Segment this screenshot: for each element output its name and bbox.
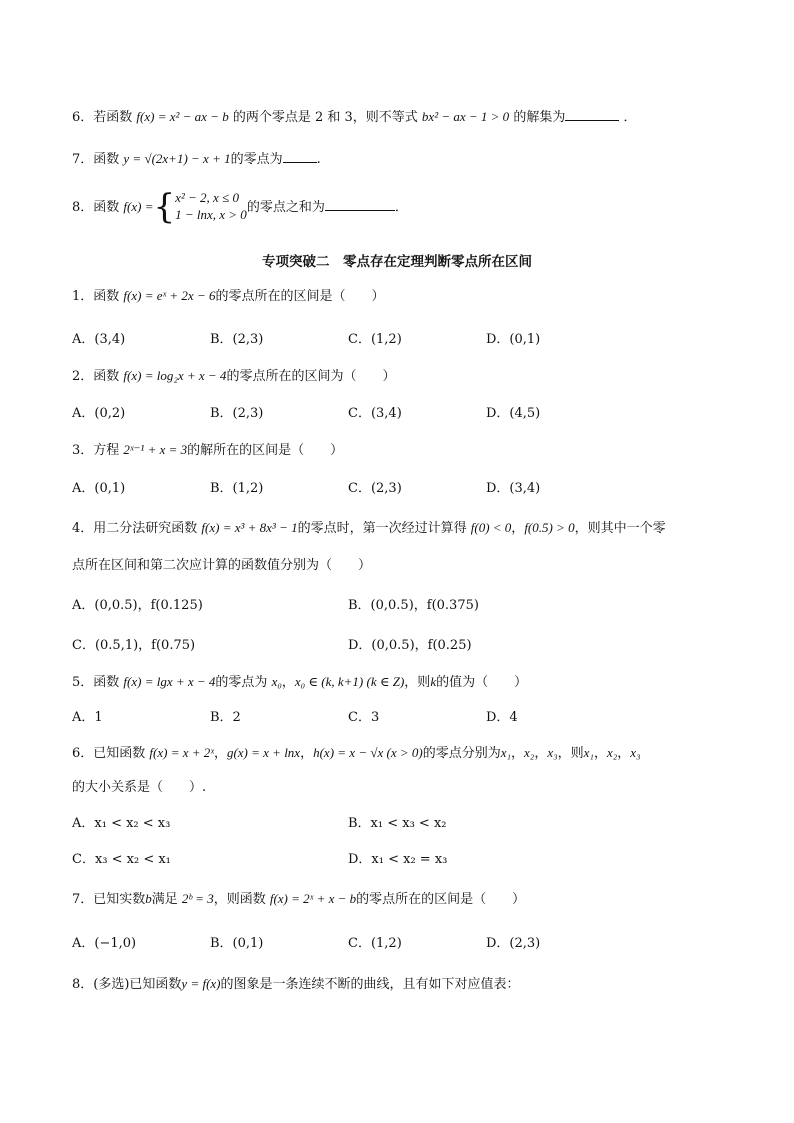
function-h: h(x) = x − √x (x > 0): [313, 745, 423, 760]
question-8-stem: 8．(多选)已知函数y = f(x)的图象是一条连续不断的曲线，且有如下对应值表：: [72, 976, 520, 992]
b: b: [145, 891, 152, 906]
option-b[interactable]: B．(0,1): [210, 936, 264, 951]
formula: f(x) = eˣ + 2x − 6: [123, 288, 216, 303]
option-c[interactable]: C．(0.5,1)，f(0.75): [72, 638, 196, 653]
condition: 2ᵇ = 3: [181, 891, 214, 906]
question-6-stem-line1: 6．已知函数 f(x) = x + 2ˣ，g(x) = x + lnx，h(x) = x − √x (x > 0)的零点分别为x₁，x₂，x₃，则x₁，x₂，x₃: [72, 745, 641, 761]
option-a[interactable]: A．(0,1): [72, 481, 126, 496]
answer-blank[interactable]: [283, 148, 317, 163]
option-d[interactable]: D．x₁ < x₂ = x₃: [348, 852, 448, 867]
question-7-options: [72, 932, 752, 954]
option-c[interactable]: C．(1,2): [348, 936, 402, 951]
option-a[interactable]: A．(0,0.5)，f(0.125): [72, 598, 203, 613]
x3: x₃: [547, 745, 558, 760]
question-3-options: [72, 477, 752, 499]
question-5-stem: 5．函数 f(x) = lgx + x − 4的零点为 x₀，x₀ ∈ (k, k+1) (k ∈ Z)，则k的值为（ ）: [72, 674, 528, 690]
formula: f(x) = x³ + 8x³ − 1: [201, 520, 298, 535]
formula: f(x) = log₂x + x − 4: [123, 368, 227, 383]
x1: x₁: [583, 745, 594, 760]
x1: x₁: [500, 745, 512, 760]
function-f: f(x) = x + 2ˣ: [149, 745, 214, 760]
condition-2: f(0.5) > 0: [524, 520, 575, 535]
question-6-stem-line2: 的大小关系是（ ）.: [72, 780, 207, 795]
option-a[interactable]: A．1: [72, 710, 103, 725]
option-d[interactable]: D．(3,4): [486, 481, 541, 496]
option-a[interactable]: A．(0,2): [72, 406, 126, 421]
option-c[interactable]: C．(3,4): [348, 406, 402, 421]
formula: f(x) = x² − ax − b: [136, 109, 229, 124]
x0: x₀: [271, 674, 282, 689]
k: k: [430, 674, 437, 689]
option-b[interactable]: B．2: [210, 710, 241, 725]
question-3-stem: 3．方程 2ˣ⁻¹ + x = 3的解所在的区间是（ ）: [72, 442, 344, 458]
question-4-stem-line1: 4．用二分法研究函数 f(x) = x³ + 8x³ − 1的零点时，第一次经过计算得 f(0) < 0，f(0.5) > 0，则其中一个零: [72, 520, 666, 536]
x2: x₂: [524, 745, 535, 760]
option-c[interactable]: C．x₃ < x₂ < x₁: [72, 852, 171, 867]
question-1-stem: 1．函数 f(x) = eˣ + 2x − 6的零点所在的区间是（ ）: [72, 288, 385, 304]
question-6-options-row1: [72, 812, 752, 834]
option-d[interactable]: D．(0,0.5)，f(0.25): [348, 638, 472, 653]
formula: f(x) = 2ˣ + x − b: [269, 891, 357, 906]
formula: y = f(x): [181, 976, 221, 991]
question-1-options: [72, 328, 752, 350]
question-7-stem: 7．已知实数b满足 2ᵇ = 3，则函数 f(x) = 2ˣ + x − b的零点所在的区间是（ ）: [72, 891, 526, 907]
option-b[interactable]: B．(1,2): [210, 481, 264, 496]
function-name: f(x) =: [123, 199, 154, 214]
option-d[interactable]: D．(0,1): [486, 332, 541, 347]
question-8-fill: 8．函数 f(x) ={x² − 2, x ≤ 0 1 − lnx, x > 0的零点之和为 ．: [72, 187, 408, 228]
answer-blank[interactable]: [565, 106, 619, 121]
question-6-options-row2: [72, 848, 752, 870]
option-b[interactable]: B．(0,0.5)，f(0.375): [348, 598, 479, 613]
condition-1: f(0) < 0: [470, 520, 512, 535]
option-d[interactable]: D．(2,3): [486, 936, 541, 951]
x2: x₂: [606, 745, 618, 760]
question-4-stem-line2: 点所在区间和第二次应计算的函数值分别为（ ）: [72, 558, 372, 573]
option-d[interactable]: D．4: [486, 710, 518, 725]
case-1: x² − 2, x ≤ 0: [175, 190, 239, 206]
option-c[interactable]: C．(2,3): [348, 481, 402, 496]
question-6-fill: 6．若函数 f(x) = x² − ax − b 的两个零点是 2 和 3，则不等式 bx² − ax − 1 > 0 的解集为 ．: [72, 106, 636, 128]
section-title: 专项突破二 零点存在定理判断零点所在区间: [262, 254, 532, 270]
question-4-options-row2: [72, 634, 752, 656]
left-brace: {: [153, 187, 176, 228]
option-a[interactable]: A．x₁ < x₂ < x₃: [72, 816, 171, 831]
question-5-options: [72, 706, 752, 728]
function-g: g(x) = x + lnx: [226, 745, 301, 760]
question-4-options-row1: [72, 594, 752, 616]
question-2-stem: 2．函数 f(x) = log₂x + x − 4的零点所在的区间为（ ）: [72, 368, 396, 384]
condition: x₀ ∈ (k, k+1) (k ∈ Z): [294, 674, 405, 689]
option-b[interactable]: B．(2,3): [210, 406, 264, 421]
option-c[interactable]: C．(1,2): [348, 332, 402, 347]
inequality: bx² − ax − 1 > 0: [421, 109, 510, 124]
formula: f(x) = lgx + x − 4: [123, 674, 216, 689]
answer-blank[interactable]: [325, 196, 395, 211]
option-b[interactable]: B．x₁ < x₃ < x₂: [348, 816, 447, 831]
option-b[interactable]: B．(2,3): [210, 332, 264, 347]
case-2: 1 − lnx, x > 0: [175, 207, 247, 223]
option-c[interactable]: C．3: [348, 710, 380, 725]
piecewise-function: [153, 187, 247, 228]
option-d[interactable]: D．(4,5): [486, 406, 541, 421]
option-a[interactable]: A．(−1,0): [72, 936, 137, 951]
option-a[interactable]: A．(3,4): [72, 332, 126, 347]
formula: 2ˣ⁻¹ + x = 3: [123, 442, 188, 457]
question-7-fill: 7．函数 y = √(2x+1) − x + 1的零点为 .: [72, 148, 321, 170]
formula: y = √(2x+1) − x + 1: [123, 151, 231, 166]
x3: x₃: [630, 745, 641, 760]
question-2-options: [72, 402, 752, 424]
